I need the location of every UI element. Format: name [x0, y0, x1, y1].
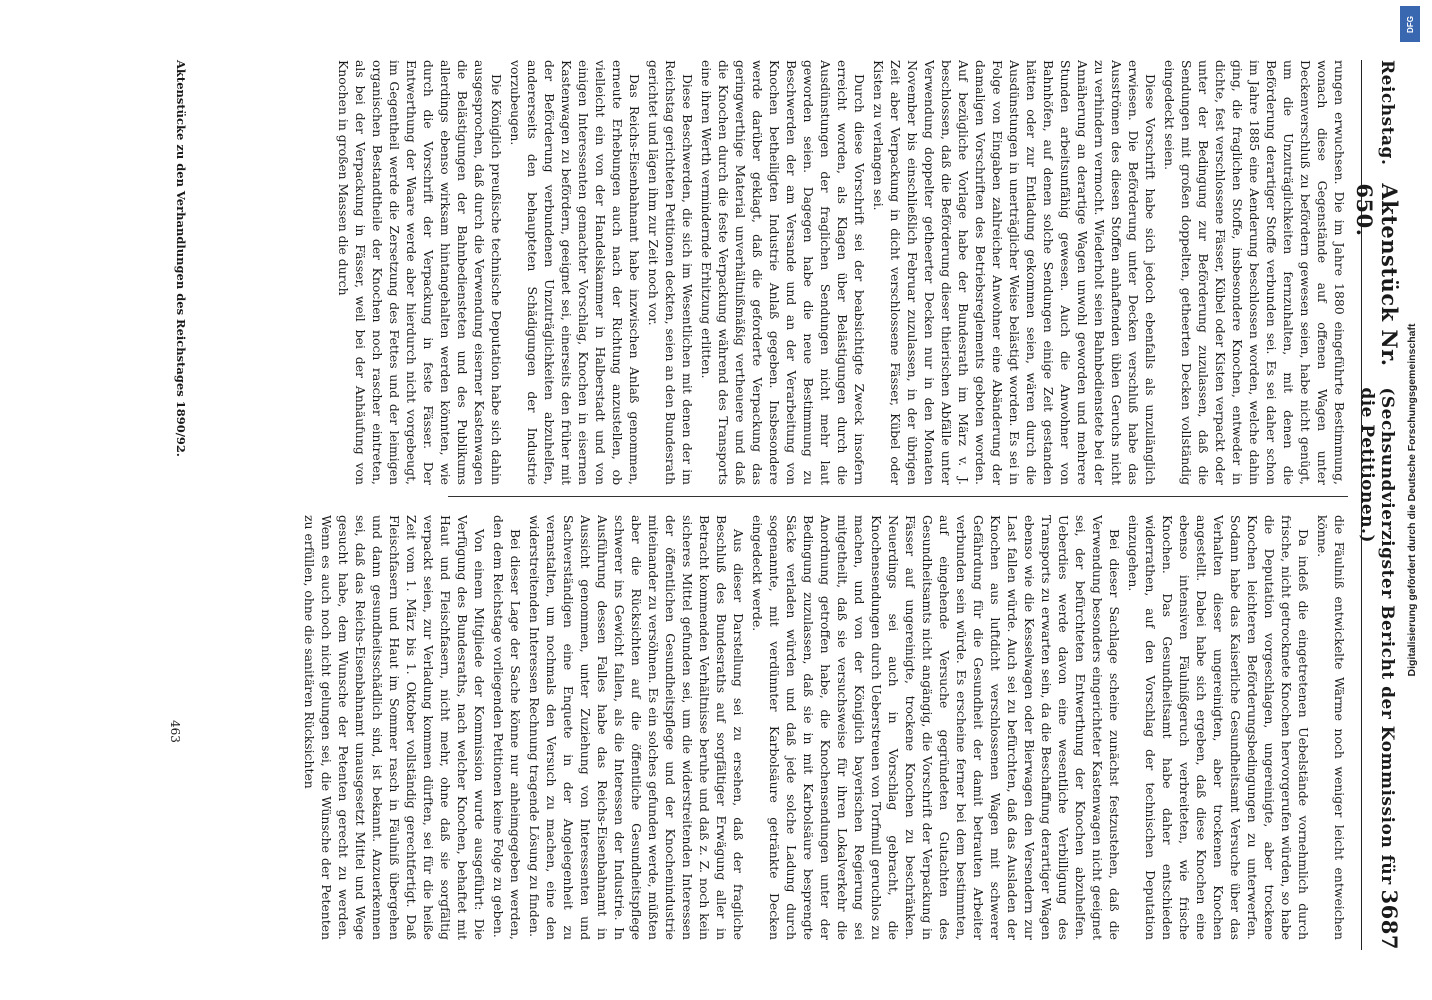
paragraph: Diese Vorschrift habe sich jedoch ebenfalls als unzulänglich erwiesen. Die Beförderung unter Decken verschluß habe das Ausströmen des diesen Stoffen anhaftenden üblen Geruchs nicht zu verhindern vermocht. Wiederholt seien Bahnbedienstete bei der Annäherung an derartige Wagen unwohl geworden und mehrere Stunden arbeitsunfähig gewesen. Auch die Anwohner von Bahnhöfen, auf denen solche Sendungen einige Zeit gestanden hätten oder zur Entladung gekommen seien, wären durch die Ausdünstungen in unerträglicher Weise belästigt worden. Es sei in Folge von Eingaben zahlreicher Anwohner eine Abänderung der damaligen Vorschriften des Betriebsreglements geboten worden. Auf bezügliche Vorlage habe der Bundesrath im März v. J. beschlossen, daß die Beförderung dieser thierischen Abfälle unter Verwendung doppelter getheerter Decken nur in den Monaten November bis einschließlich Februar zuzulassen, in der übrigen Zeit aber Verpackung in dicht verschlossene Fässer, Kübel oder Kisten zu verlangen sei. — [871, 60, 1158, 485]
digitization-sidebar — [1394, 0, 1430, 1000]
paragraph: Da indeß die eingetretenen Uebelstände vornehmlich durch frische, nicht getrocknete Knochen hervorgerufen würden, so habe die Deputation vorgeschlagen, ungereinigte, aber trockene Knochen leichteren Beförderungsbedingungen zu unterwerfen. Sodann habe das Kaiserliche Gesundheitsamt Versuche über das Verhalten dieser ungereinigten, aber trockenen Knochen angestellt. Dabei habe sich ergeben, daß diese Knochen eine ebenso intensiven Fäulnißgeruch verbreiteten, wie frische Knochen. Das Gesundheitsamt habe daher entschieden widerrathen, auf den Vorschlag der technischen Deputation einzugehen. — [1126, 515, 1311, 940]
paragraph: Durch diese Vorschrift sei der beabsichtigte Zweck insofern erreicht worden, als Klagen über Belästigungen durch die Ausdünstungen der fraglichen Sendungen nicht mehr laut geworden seien. Dagegen habe die neue Bestimmung zu Beschwerden der am Versande und an der Verarbeitung von Knochen betheiligten Industrie Anlaß gegeben. Insbesondere werde darüber geklagt, daß die geforderte Verpackung das geringwerthige Material unverhältnißmäßig vertheuere und daß die Knochen durch die feste Verpackung während des Transports eine ihren Werth vermindernde Erhitzung erlitten. — [699, 60, 867, 485]
header-title: (Sechsundvierzigster Bericht der Kommission für die Petitionen.) — [1357, 387, 1397, 885]
digitization-credit: Digitalisierung gefördert durch die Deutsche Forschungsgemeinschaft — [1406, 323, 1418, 677]
paragraph: Aus dieser Darstellung sei zu ersehen, daß der fragliche Beschluß des Bundesraths auf sorgfältiger Erwägung aller in Betracht kommenden Verhältnisse beruhe und daß z. Z. noch kein sicheres Mittel gefunden sei, um die widerstreitenden Interessen der öffentlichen Gesundheitspflege und der Knochenindustrie miteinander zu versöhnen. Es ein solches gefunden werde, müßten aber die Rücksichten auf die öffentliche Gesundheitspflege schwerer ins Gewicht fallen, als die Interessen der Industrie. In Ausführung dessen Falles habe das Reichs-Eisenbahnamt in Aussicht genommen, unter Zuziehung von Interessenten und Sachverständigen eine Enquete in der Angelegenheit zu veranstalten, um nochmals den Versuch zu machen, eine den widerstreitenden Interessen Rechnung tragende Lösung zu finden. — [527, 515, 746, 940]
footer-note: Aktenstücke zu den Verhandlungen des Reichstages 1890/92. — [174, 60, 188, 457]
dfg-logo: DFG — [1400, 6, 1420, 42]
paragraph: Bei dieser Lage der Sache könne nur anheimgegeben werden, den dem Reichstage vorliegenden Petitionen keine Folge zu geben. — [491, 515, 523, 940]
header-page-number: 3687 — [1377, 889, 1402, 950]
text-column-right — [188, 515, 1348, 940]
paragraph: die Fäulniß entwickelte Wärme noch weniger leicht entweichen könne. — [1315, 515, 1347, 940]
paragraph: Die Königlich preußische technische Deputation habe sich dahin ausgesprochen, daß durch die Verwendung eiserner Kastenwagen die Belästigungen der Bahnbediensteten und des Publikums allerdings ebenso wirksam hintangehalten werden könnten, wie durch die Vorschrift der Verpackung in feste Fässer. Der Entwerthung der Waare werde aber hierdurch nicht vorgebeugt, im Gegentheil werde die Zersetzung des Fettes und der leimigen organischen Bestandtheile der Knochen noch rascher eintreten, als bei der Verpackung in Fässer, weil bei der Anhäufung von Knochen in großen Massen die durch — [336, 60, 504, 485]
column-divider — [448, 496, 1348, 497]
paragraph: Das Reichs-Eisenbahnamt habe inzwischen Anlaß genommen, erneute Erhebungen auch nach der Richtung anzustellen, ob vielleicht ein von der Handelskammer in Halberstadt und von einigen Interessenten gemachter Vorschlag, Knochen in eisernen Kastenwagen zu befördern, geeignet sei, einerseits den früher mit der Beförderung verbundenen Unzuträglichkeiten abzuhelfen, andererseits den behaupteten Schädigungen der Industrie vorzubeugen. — [508, 60, 642, 485]
paragraph: Bei dieser Sachlage scheine zunächst festzustehen, daß die Verwendung besonders eingerichteter Kastenwagen nicht geeignet sei, der befürchteten Entwerthung der Knochen abzuhelfen. Ueberdies werde davon eine wesentliche Verbilligung des Transports zu erwarten sein, da die Beschaffung derartiger Wagen ebenso wie die Kesselwagen oder Bierwagen den Versendern zur Last fallen würde. Auch sei zu befürchten, daß das Ausladen der Knochen aus luftdicht verschlossenen Wagen mit schwerer Gefährdung für die Gesundheit der damit betrauten Arbeiter verbunden sein würde. Es erscheine ferner bei dem bestimmten, auf eingehende Versuche gegründeten Gutachten des Gesundheitsamts nicht angängig, die Vorschrift der Verpackung in Fässer auf ungereinigte, trockene Knochen zu beschränken. Neuerdings sei auch in Vorschlag gebracht, die Knochensendungen durch Ueberstreuen von Torfmull geruchlos zu machen, und von der Königlich bayerischen Regierung sei mitgetheilt, daß sie versuchsweise für ihren Lokalverkehr die Anordnung getroffen habe, die Knochensendungen unter der Bedingung zuzulassen, daß sie in mit Karbolsäure besprengte Säcke verladen würden und daß jede solche Ladung durch sogenannte, mit verdünnter Karbolsäure getränkte Decken eingedeckt werde. — [750, 515, 1122, 940]
document-number: Aktenstück Nr. 650. — [1352, 183, 1402, 367]
header-left-label: Reichstag. — [1377, 60, 1397, 166]
paragraph: rungen erwuchsen. Die im Jahre 1880 eingeführte Bestimmung, wonach diese Gegenstände auf offenen Wagen unter Deckenverschluß zu befördern gewesen seien, habe nicht genügt, um die Unzuträglichkeiten fernzuhalten, mit denen die Beförderung derartiger Stoffe verbunden sei. Es sei daher schon im Jahre 1885 eine Aenderung beschlossen worden, welche dahin ging, die fraglichen Stoffe, insbesondere Knochen, entweder in dichte, fest verschlossene Fässer, Kübel oder Kisten verpackt oder unter der Bedingung zur Beförderung zuzulassen, daß die Sendungen mit großen doppelten, getheerten Decken vollständig eingedeckt seien. — [1162, 60, 1347, 485]
text-column-left — [188, 60, 1348, 485]
paragraph: Diese Beschwerden, die sich im Wesentlichen mit denen der im Reichstag gerichteten Petitionen deckten, seien an den Bundesrath gerichtet und lägen ihm zur Zeit noch vor. — [646, 60, 695, 485]
paragraph: Von einem Mitgliede der Kommission wurde ausgeführt: Die Verfügung des Bundesraths, nach welcher Knochen, behaftet mit Haut und Fleischfasern, nicht mehr, ohne daß sie sorgfältig verpackt seien, zur Verladung kommen dürften, sei für die heiße Zeit vom 1. März bis 1. Oktober vollständig gerechtfertigt. Daß Fleischfasern und Haut im Sommer rasch in Fäulniß übergehen und dann gesundheitsschädlich sind, ist bekannt. Anzuerkennen sei, daß das Reichs-Eisenbahnamt unausgesetzt Mittel und Wege gesucht habe, dem Wunsche der Petenten gerecht zu werden. Wenn es auch noch nicht gelungen sei, die Wünsche der Petenten zu erfüllen, ohne die sanitären Rücksichten — [302, 515, 487, 940]
footer-page-number: 463 — [168, 720, 182, 743]
